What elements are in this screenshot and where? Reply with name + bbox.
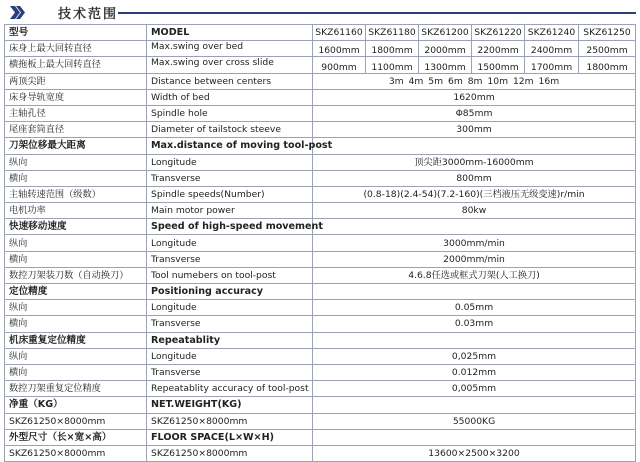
section-row-position: [5, 284, 636, 300]
value-cell: 2000mm/min: [313, 251, 636, 267]
row-label-cn: 纵向: [5, 348, 147, 364]
row-label-en: Width of bed: [147, 89, 313, 105]
section-label-cn: 净重（KG）: [5, 397, 147, 413]
table-row-model: [5, 25, 636, 41]
value-cell: 4.6.8任选或框式刀架(人工换刀): [313, 267, 636, 283]
value-cell: 0,005mm: [313, 381, 636, 397]
row-label-model: SKZ61250×8000mm: [5, 413, 147, 429]
empty-cell: [313, 138, 636, 154]
table-row: [5, 89, 636, 105]
section-label-en: Max.distance of moving tool-post: [147, 138, 313, 154]
row-label-en: Max.swing over cross slide: [147, 57, 313, 73]
value-cell: 1300mm: [419, 57, 472, 73]
row-label-cn: 纵向: [5, 300, 147, 316]
table-row: [5, 300, 636, 316]
row-label-cn: 横向: [5, 316, 147, 332]
row-label-cn: 主轴转速范围（级数）: [5, 186, 147, 202]
table-row: [5, 316, 636, 332]
section-row-speed: [5, 219, 636, 235]
row-label-cn: 横向: [5, 251, 147, 267]
model-cell: SKZ61240: [525, 25, 579, 41]
table-row-swing-slide: [5, 57, 636, 73]
value-cell: 顶尖距3000mm-16000mm: [313, 154, 636, 170]
row-label-en: Transverse: [147, 364, 313, 380]
empty-cell: [313, 332, 636, 348]
value-cell: 0.012mm: [313, 364, 636, 380]
table-row: [5, 170, 636, 186]
table-row: [5, 364, 636, 380]
spec-table: [4, 24, 636, 462]
table-row: [5, 413, 636, 429]
section-label-en: FLOOR SPACE(L×W×H): [147, 429, 313, 445]
row-label-cn: 横拖板上最大回转直径: [5, 57, 147, 73]
row-label-cn: 两顶尖距: [5, 73, 147, 89]
section-row-space: [5, 429, 636, 445]
row-label-cn: 纵向: [5, 154, 147, 170]
row-label-cn: 纵向: [5, 235, 147, 251]
table-row: [5, 203, 636, 219]
table-row: [5, 348, 636, 364]
model-cell: SKZ61220: [472, 25, 525, 41]
row-label-cn: 床身上最大回转直径: [5, 41, 147, 57]
value-cell: 1800mm: [366, 41, 419, 57]
section-label-en: NET.WEIGHT(KG): [147, 397, 313, 413]
section-row-repeat: [5, 332, 636, 348]
row-label-model-en: SKZ61250×8000mm: [147, 445, 313, 461]
model-cell: SKZ61200: [419, 25, 472, 41]
model-cell: SKZ61180: [366, 25, 419, 41]
value-cell: 1800mm: [579, 57, 636, 73]
section-label-cn: 外型尺寸（长×宽×高）: [5, 429, 147, 445]
row-label-en: Transverse: [147, 170, 313, 186]
value-cell: 1500mm: [472, 57, 525, 73]
table-row: [5, 73, 636, 89]
section-label-cn: 快速移动速度: [5, 219, 147, 235]
row-label-en: Main motor power: [147, 203, 313, 219]
model-cell: SKZ61250: [579, 25, 636, 41]
table-row: [5, 251, 636, 267]
value-cell: 800mm: [313, 170, 636, 186]
table-row: [5, 235, 636, 251]
row-label-cn: 型号: [5, 25, 147, 41]
row-label-en: Longitude: [147, 154, 313, 170]
row-label-en: Distance between centers: [147, 73, 313, 89]
value-cell: 1620mm: [313, 89, 636, 105]
value-cell: 2500mm: [579, 41, 636, 57]
table-row: [5, 186, 636, 202]
value-cell: Φ85mm: [313, 105, 636, 121]
row-label-cn: 床身导轨宽度: [5, 89, 147, 105]
row-label-en: Spindle hole: [147, 105, 313, 121]
value-cell: 3m 4m 5m 6m 8m 10m 12m 16m: [313, 73, 636, 89]
row-label-en: Transverse: [147, 251, 313, 267]
value-cell: 55000KG: [313, 413, 636, 429]
section-title: 技术范围: [58, 7, 119, 22]
row-label-en: Longitude: [147, 235, 313, 251]
table-row: [5, 154, 636, 170]
value-cell: 1700mm: [525, 57, 579, 73]
value-cell: 0.03mm: [313, 316, 636, 332]
section-label-cn: 刀架位移最大距离: [5, 138, 147, 154]
value-cell: 1100mm: [366, 57, 419, 73]
section-label-cn: 机床重复定位精度: [5, 332, 147, 348]
row-label-en: Transverse: [147, 316, 313, 332]
row-label-en: Longitude: [147, 300, 313, 316]
empty-cell: [313, 284, 636, 300]
value-cell: 2400mm: [525, 41, 579, 57]
row-label-model-en: SKZ61250×8000mm: [147, 413, 313, 429]
table-row-swing-bed: [5, 41, 636, 57]
row-label-en: Longitude: [147, 348, 313, 364]
row-label-cn: 尾座套筒直径: [5, 122, 147, 138]
row-label-cn: 数控刀架装刀数（自动换刀）: [5, 267, 147, 283]
model-cell: SKZ61160: [313, 25, 366, 41]
empty-cell: [313, 219, 636, 235]
section-row-weight: [5, 397, 636, 413]
table-row: [5, 445, 636, 461]
section-row-travel: [5, 138, 636, 154]
value-cell: 0.05mm: [313, 300, 636, 316]
row-label-en: Repeatablity accuracy of tool-post: [147, 381, 313, 397]
row-label-en: Diameter of tailstock steeve: [147, 122, 313, 138]
table-row: [5, 122, 636, 138]
row-label-en: MODEL: [147, 25, 313, 41]
value-cell: 2200mm: [472, 41, 525, 57]
section-label-en: Repeatablity: [147, 332, 313, 348]
table-row: [5, 381, 636, 397]
row-label-cn: 横向: [5, 364, 147, 380]
value-cell: 1600mm: [313, 41, 366, 57]
value-cell: 900mm: [313, 57, 366, 73]
row-label-en: Tool numebers on tool-post: [147, 267, 313, 283]
section-label-en: Speed of high-speed movement: [147, 219, 313, 235]
value-cell: 13600×2500×3200: [313, 445, 636, 461]
row-label-cn: 数控刀架重复定位精度: [5, 381, 147, 397]
value-cell: 300mm: [313, 122, 636, 138]
section-header: [0, 0, 640, 24]
value-cell: (0.8-18)(2.4-54)(7.2-160)(三档液压无级变速)r/min: [313, 186, 636, 202]
value-cell: 80kw: [313, 203, 636, 219]
row-label-en: Spindle speeds(Number): [147, 186, 313, 202]
row-label-cn: 主轴孔径: [5, 105, 147, 121]
chevrons-icon: [10, 6, 26, 19]
row-label-model: SKZ61250×8000mm: [5, 445, 147, 461]
value-cell: 2000mm: [419, 41, 472, 57]
value-cell: 3000mm/min: [313, 235, 636, 251]
row-label-cn: 电机功率: [5, 203, 147, 219]
section-label-cn: 定位精度: [5, 284, 147, 300]
empty-cell: [313, 397, 636, 413]
empty-cell: [313, 429, 636, 445]
table-row: [5, 105, 636, 121]
value-cell: 0,025mm: [313, 348, 636, 364]
table-row: [5, 267, 636, 283]
row-label-cn: 横向: [5, 170, 147, 186]
row-label-en: Max.swing over bed: [147, 41, 313, 57]
section-label-en: Positioning accuracy: [147, 284, 313, 300]
